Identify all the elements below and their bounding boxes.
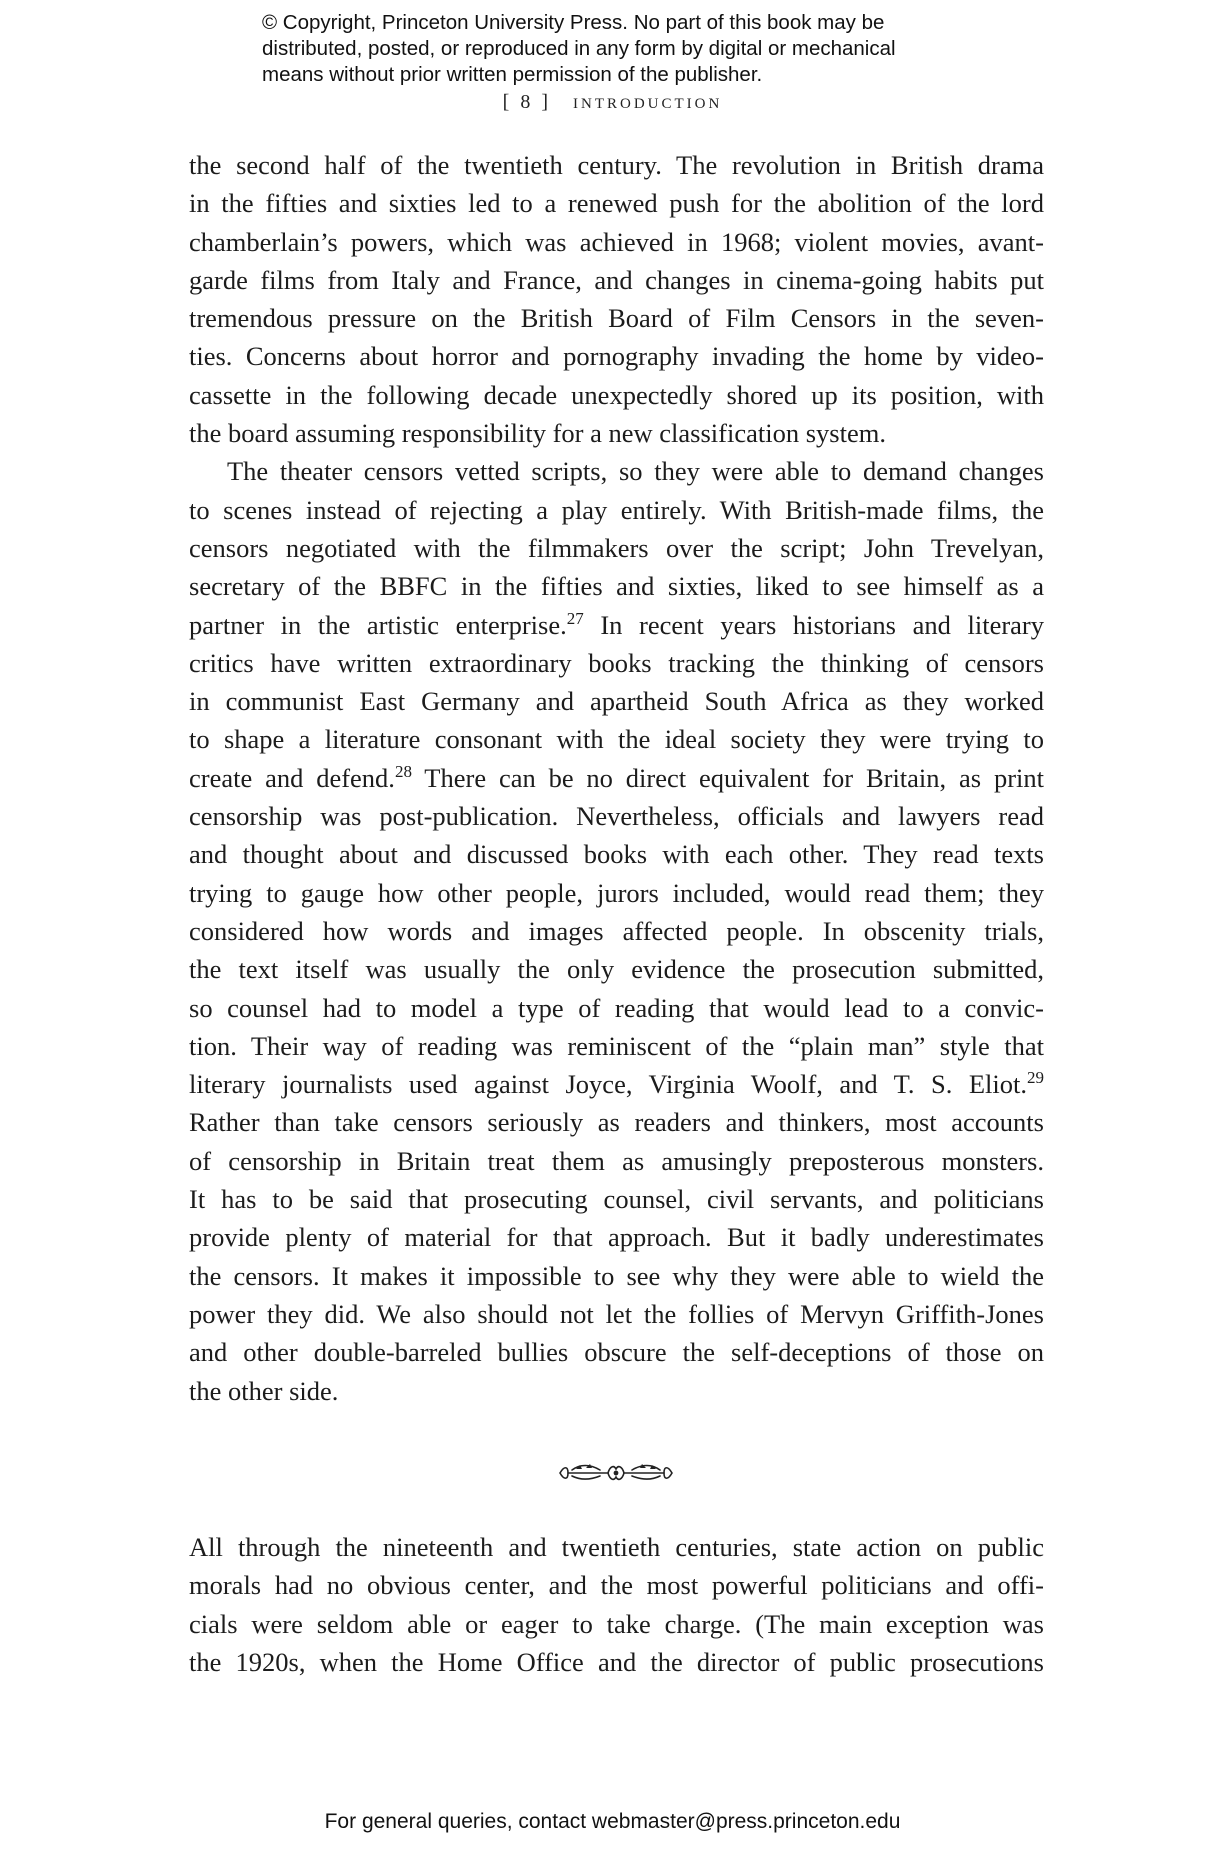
text-segment: literary journalists used against Joyce, Virginia Woolf, and T. S. Eliot. — [189, 1069, 1027, 1100]
running-head — [0, 88, 1225, 114]
text-line: The theater censors vetted scripts, so they were able to demand changes — [227, 456, 1044, 487]
text-line: garde films from Italy and France, and changes in cinema-going habits put — [189, 264, 1044, 295]
text-line: in the fifties and sixties led to a renewed push for the abolition of the lord — [189, 188, 1044, 219]
text-segment: There can be no direct equivalent for Britain, as print — [411, 762, 1044, 793]
text-line — [189, 606, 1044, 644]
text-line: trying to gauge how other people, jurors included, would read them; they — [189, 877, 1044, 908]
text-line: censors negotiated with the filmmakers over the script; John Trevelyan, — [189, 532, 1044, 563]
text-line: considered how words and images affected people. In obscenity trials, — [189, 915, 1044, 946]
text-line: morals had no obvious center, and the most powerful politicians and offi- — [189, 1570, 1044, 1601]
copyright-line: © Copyright, Princeton University Press. No part of this book may be — [262, 11, 885, 34]
text-line: and thought about and discussed books with each other. They read texts — [189, 839, 1044, 870]
text-line: tremendous pressure on the British Board of Film Censors in the seven- — [189, 303, 1044, 334]
text-line: the censors. It makes it impossible to see why they were able to wield the — [189, 1260, 1044, 1291]
paragraph-3 — [189, 1528, 1044, 1681]
text-line: the other side. — [189, 1375, 339, 1406]
text-line: censorship was post-publication. Nevertheless, officials and lawyers read — [189, 801, 1044, 832]
text-segment: create and defend. — [189, 762, 395, 793]
text-line: provide plenty of material for that approach. But it badly underestimates — [189, 1222, 1044, 1253]
text-line: the board assuming responsibility for a new classification system. — [189, 418, 886, 449]
copyright-line: distributed, posted, or reproduced in any form by digital or mechanical — [262, 37, 896, 60]
footnote-marker-27[interactable]: 27 — [566, 608, 584, 628]
page-number: [ 8 ] — [502, 91, 551, 113]
footnote-marker-29[interactable]: 29 — [1027, 1068, 1044, 1088]
text-line: the 1920s, when the Home Office and the director of public prosecutions — [189, 1646, 1044, 1677]
text-line: All through the nineteenth and twentieth centuries, state action on public — [189, 1532, 1044, 1562]
text-line: Rather than take censors seriously as readers and thinkers, most accounts — [189, 1107, 1044, 1138]
text-line — [189, 1065, 1044, 1103]
text-line: power they did. We also should not let the follies of Mervyn Griffith-Jones — [189, 1298, 1044, 1329]
paragraph-1 — [189, 146, 1044, 452]
body-text-section-2 — [189, 1528, 1044, 1681]
text-line: critics have written extraordinary books tracking the thinking of censors — [189, 647, 1044, 678]
text-line — [189, 759, 1044, 797]
text-segment: partner in the artistic enterprise. — [189, 609, 567, 640]
text-line: the text itself was usually the only evidence the prosecution submitted, — [189, 954, 1044, 985]
text-line: in communist East Germany and apartheid South Africa as they worked — [189, 686, 1044, 717]
text-line: cassette in the following decade unexpectedly shored up its position, with — [189, 379, 1044, 410]
body-text-main — [189, 146, 1044, 1410]
text-line: of censorship in Britain treat them as amusingly preposterous monsters. — [189, 1145, 1044, 1176]
text-line: cials were seldom able or eager to take charge. (The main exception was — [189, 1608, 1044, 1639]
paragraph-2 — [189, 452, 1044, 1409]
section-break-ornament-icon — [556, 1460, 676, 1486]
copyright-notice — [262, 10, 1022, 88]
text-line: chamberlain’s powers, which was achieved in 1968; violent movies, avant- — [189, 226, 1044, 257]
text-line: so counsel had to model a type of reading that would lead to a convic- — [189, 992, 1044, 1023]
text-line: It has to be said that prosecuting counsel, civil servants, and politicians — [189, 1184, 1044, 1215]
text-line: secretary of the BBFC in the fifties and sixties, liked to see himself as a — [189, 571, 1044, 602]
footnote-marker-28[interactable]: 28 — [394, 761, 412, 781]
text-segment: In recent years historians and literary — [583, 609, 1044, 640]
section-title: introduction — [573, 88, 723, 113]
text-line: and other double-barreled bullies obscure the self-deceptions of those on — [189, 1337, 1044, 1368]
text-line: the second half of the twentieth century. The revolution in British drama — [189, 150, 1044, 180]
footer-contact: For general queries, contact webmaster@press.princeton.edu — [324, 1810, 901, 1833]
copyright-line: means without prior written permission of the publisher. — [262, 63, 763, 86]
text-line: ties. Concerns about horror and pornography invading the home by video- — [189, 341, 1044, 372]
text-line: to scenes instead of rejecting a play entirely. With British-made films, the — [189, 494, 1044, 525]
text-line: to shape a literature consonant with the ideal society they were trying to — [189, 724, 1044, 755]
text-line: tion. Their way of reading was reminiscent of the “plain man” style that — [189, 1030, 1044, 1061]
